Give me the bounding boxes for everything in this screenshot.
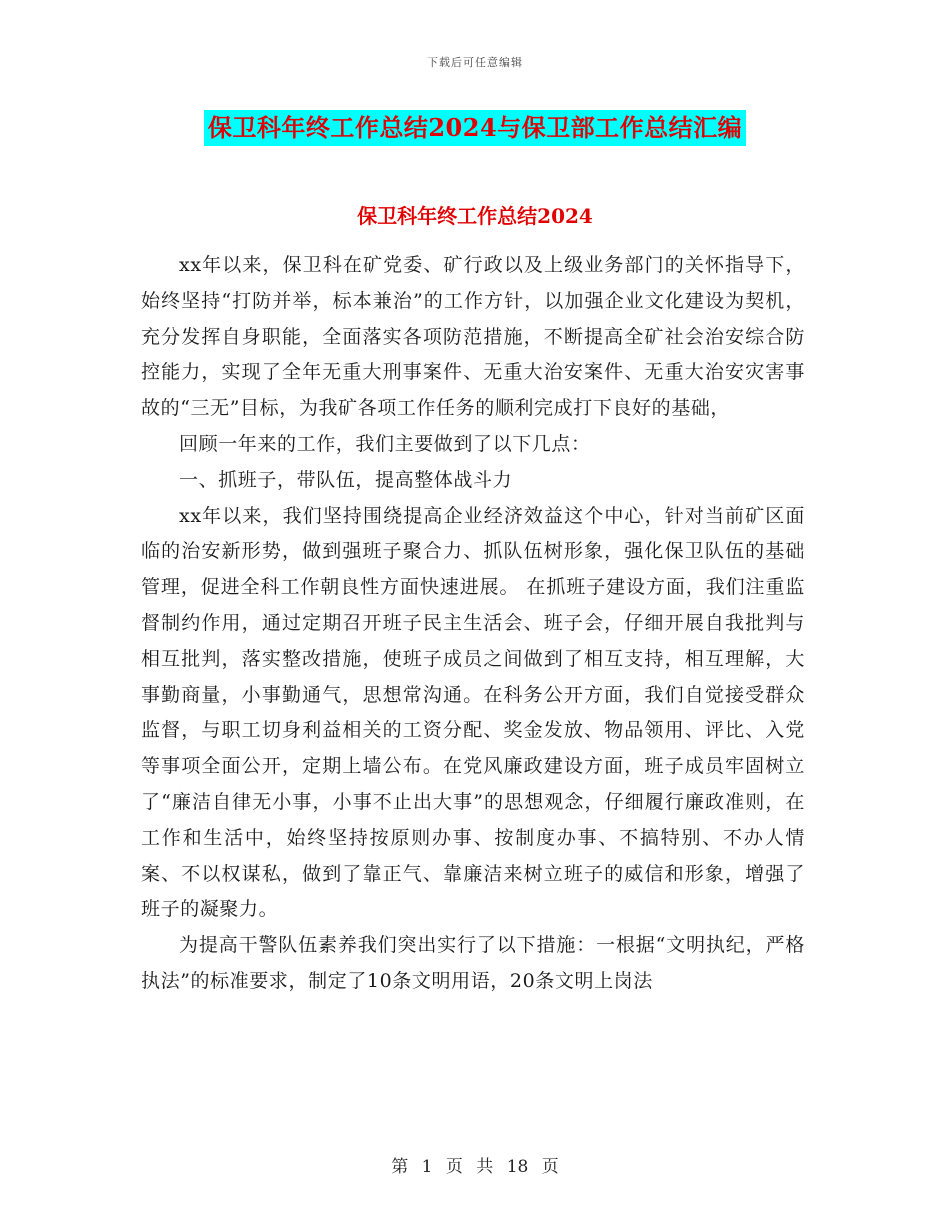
total-pages-number: 18 xyxy=(506,1157,529,1177)
paragraph: 为提高干警队伍素养我们突出实行了以下措施：一根据“文明执纪，严格执法”的标准要求，制定了10条文明用语，20条文明上岗法 xyxy=(141,934,805,992)
page-footer xyxy=(0,1152,950,1177)
section-title: 保卫科年终工作总结2024 xyxy=(357,204,593,228)
paragraph: xx年以来，我们坚持围绕提高企业经济效益这个中心，针对当前矿区面临的治安新形势，做到强班子聚合力、抓队伍树形象，强化保卫队伍的基础管理，促进全科工作朝良性方面快速进展。 在抓班子建设方面，我们注重监督制约作用，通过定期召开班子民主生活会、班子会，仔细开展自我批判与相互批判，落实整改措施，使班子成员之间做到了相互支持，相互理解，大事勤商量，小事勤通气，思想常沟通。在科务公开方面，我们自觉接受群众监督，与职工切身利益相关的工资分配、奖金发放、物品领用、评比、入党等事项全面公开，定期上墙公布。在党风廉政建设方面，班子成员牢固树立了“廉洁自律无小事，小事不止出大事”的思想观念，仔细履行廉政准则，在工作和生活中，始终坚持按原则办事、按制度办事、不搞特别、不办人情案、不以权谋私，做到了靠正气、靠廉洁来树立班子的威信和形象，增强了班子的凝聚力。 xyxy=(141,504,805,921)
paragraph-heading: 一、抓班子，带队伍，提高整体战斗力 xyxy=(179,468,513,491)
paragraph: 回顾一年来的工作，我们主要做到了以下几点： xyxy=(179,432,591,455)
document-title-wrapper xyxy=(0,110,950,146)
footer-mid: 页 xyxy=(445,1157,463,1177)
paragraph: xx年以来，保卫科在矿党委、矿行政以及上级业务部门的关怀指导下，始终坚持“打防并举，标本兼治”的工作方针，以加强企业文化建设为契机，充分发挥自身职能，全面落实各项防范措施，不断提高全矿社会治安综合防控能力，实现了全年无重大刑事案件、无重大治安案件、无重大治安灾害事故的“三无”目标，为我矿各项工作任务的顺利完成打下良好的基础， xyxy=(141,254,805,420)
current-page-number: 1 xyxy=(421,1157,433,1177)
footer-total-prefix: 共 xyxy=(476,1157,494,1177)
footer-prefix: 第 xyxy=(391,1157,409,1177)
document-body xyxy=(141,248,805,1000)
header-note: 下载后可任意编辑 xyxy=(427,56,523,69)
document-title: 保卫科年终工作总结2024与保卫部工作总结汇编 xyxy=(204,110,746,146)
footer-suffix: 页 xyxy=(541,1157,559,1177)
